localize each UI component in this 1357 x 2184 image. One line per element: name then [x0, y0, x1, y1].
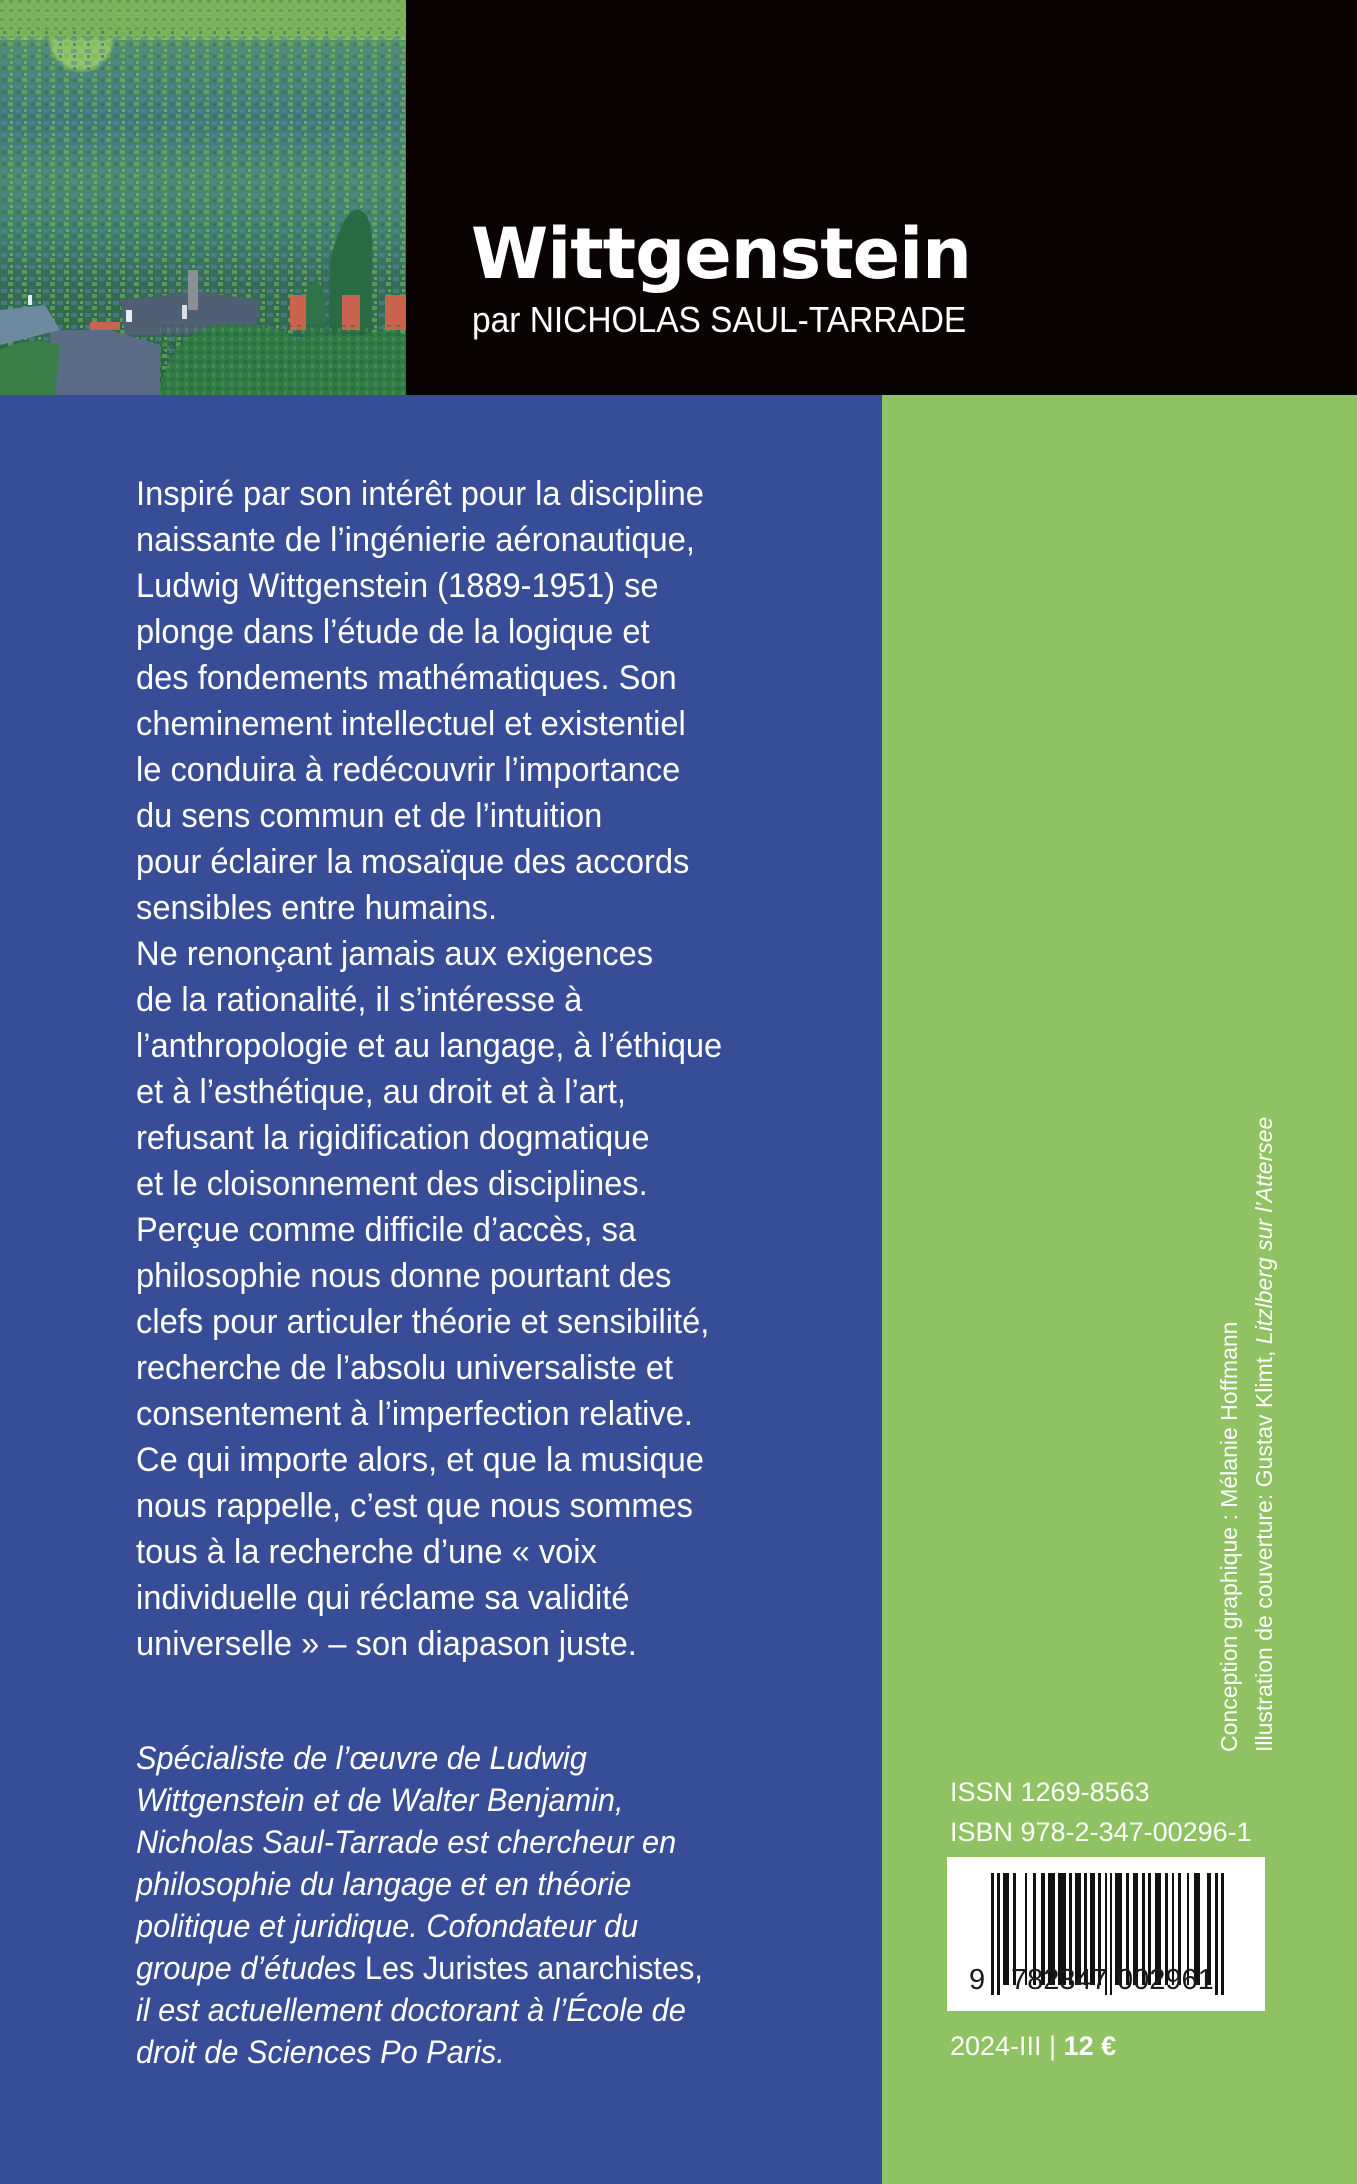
- description-line: naissante de l’ingénierie aéronautique,: [136, 521, 695, 559]
- description-line: de la rationalité, il s’intéresse à: [136, 981, 583, 1019]
- barcode-digit-first: 9: [969, 1964, 986, 1996]
- description-line: tous à la recherche d’une « voix: [136, 1533, 597, 1571]
- cover-credits: [1212, 1117, 1282, 1752]
- bio-line: Nicholas Saul-Tarrade est chercheur en: [136, 1824, 677, 1860]
- edition: 2024-III |: [950, 2031, 1064, 2061]
- description-line: clefs pour articuler théorie et sensibilité,: [136, 1303, 710, 1341]
- description-line: et le cloisonnement des disciplines.: [136, 1165, 648, 1203]
- painting-illustration: [0, 0, 406, 395]
- barcode-digits-left: 782347: [1011, 1964, 1108, 1996]
- description-line: le conduira à redécouvrir l’importance: [136, 751, 681, 789]
- description-line: l’anthropologie et au langage, à l’éthique: [136, 1027, 723, 1065]
- description-line: Ludwig Wittgenstein (1889-1951) se: [136, 567, 659, 605]
- description-line: Perçue comme difficile d’accès, sa: [136, 1211, 637, 1249]
- isbn-barcode: [947, 1857, 1265, 2011]
- description-line: du sens commun et de l’intuition: [136, 797, 603, 835]
- bio-line: politique et juridique. Cofondateur du: [136, 1908, 639, 1944]
- bio-line: droit de Sciences Po Paris.: [136, 2034, 505, 2070]
- description-line: individuelle qui réclame sa validité: [136, 1579, 630, 1617]
- barcode-digits-right: 002961: [1117, 1964, 1214, 1996]
- description-line: Ne renonçant jamais aux exigences: [136, 935, 654, 973]
- bio-line: [136, 1947, 827, 1989]
- description-line: universelle » – son diapason juste.: [136, 1625, 637, 1663]
- description-line: cheminement intellectuel et existentiel: [136, 705, 686, 743]
- author-bio: [136, 1737, 827, 2073]
- design-credit: Conception graphique : Mélanie Hoffmann: [1216, 1321, 1242, 1752]
- bio-line: philosophie du langage et en théorie: [136, 1866, 632, 1902]
- description-line: et à l’esthétique, au droit et à l’art,: [136, 1073, 626, 1111]
- illustration-title: Litzlberg sur l’Attersee: [1251, 1116, 1277, 1345]
- edition-and-price: [950, 2031, 1116, 2062]
- description-line: recherche de l’absolu universaliste et: [136, 1349, 674, 1387]
- cover-painting: [0, 0, 406, 395]
- description-line: nous rappelle, c’est que nous sommes: [136, 1487, 694, 1525]
- book-author: par NICHOLAS SAUL-TARRADE: [472, 299, 967, 340]
- description-line: des fondements mathématiques. Son: [136, 659, 677, 697]
- description-line: Inspiré par son intérêt pour la discipline: [136, 475, 704, 513]
- description-line: pour éclairer la mosaïque des accords: [136, 843, 690, 881]
- bio-line: Spécialiste de l’œuvre de Ludwig: [136, 1740, 587, 1776]
- bio-line: Wittgenstein et de Walter Benjamin,: [136, 1782, 624, 1818]
- book-title: Wittgenstein: [471, 213, 971, 295]
- group-name: Les Juristes anarchistes,: [364, 1950, 703, 1986]
- price: 12 €: [1063, 2031, 1117, 2061]
- illustration-credit: [1247, 1117, 1282, 1752]
- bio-line: il est actuellement doctorant à l’École de: [136, 1992, 686, 2028]
- book-description: [136, 471, 827, 1667]
- description-line: sensibles entre humains.: [136, 889, 498, 927]
- bio-line-italic: groupe d’études: [136, 1950, 365, 1986]
- issn: ISSN 1269-8563: [950, 1777, 1150, 1807]
- isbn: ISBN 978-2-347-00296-1: [950, 1817, 1252, 1847]
- description-line: philosophie nous donne pourtant des: [136, 1257, 672, 1295]
- description-line: Ce qui importe alors, et que la musique: [136, 1441, 704, 1479]
- description-line: plonge dans l’étude de la logique et: [136, 613, 650, 651]
- description-line: consentement à l’imperfection relative.: [136, 1395, 693, 1433]
- description-line: refusant la rigidification dogmatique: [136, 1119, 650, 1157]
- illustration-credit-prefix: Illustration de couverture: Gustav Klimt,: [1251, 1344, 1277, 1752]
